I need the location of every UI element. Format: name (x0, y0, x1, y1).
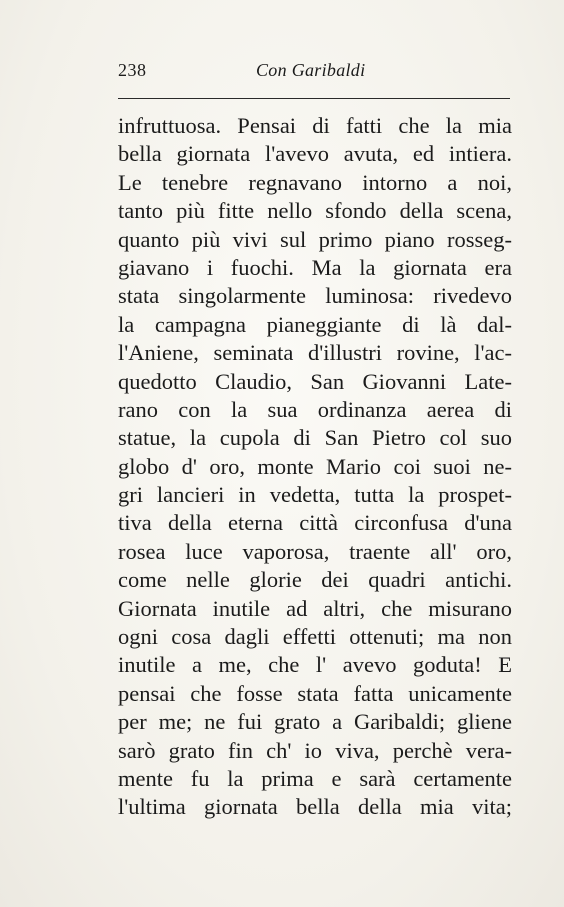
text-line: statue, la cupola di San Pietro col suo (118, 425, 512, 451)
page-header (118, 60, 512, 88)
text-line: inutile a me, che l' avevo goduta! E (118, 652, 512, 678)
text-line: per me; ne fui grato a Garibaldi; gliene (118, 709, 512, 735)
text-line: infruttuosa. Pensai di fatti che la mia (118, 113, 512, 138)
text-line: mente fu la prima e sarà certamente (118, 765, 512, 791)
text-line: giavano i fuochi. Ma la giornata era (118, 254, 512, 280)
text-line: Le tenebre regnavano intorno a noi, (118, 169, 512, 195)
text-line: la campagna pianeggiante di là dal- (118, 311, 512, 337)
text-line: l'Aniene, seminata d'illustri rovine, l'ac- (118, 340, 512, 366)
text-line: l'ultima giornata bella della mia vita; (118, 794, 512, 820)
text-line: tiva della eterna città circonfusa d'una (118, 510, 512, 536)
text-line: rosea luce vaporosa, traente all' oro, (118, 538, 512, 564)
text-line: rano con la sua ordinanza aerea di (118, 396, 512, 422)
text-line: bella giornata l'avevo avuta, ed intiera. (118, 141, 512, 167)
text-line: tanto più fitte nello sfondo della scena, (118, 198, 512, 224)
page-number: 238 (118, 60, 147, 80)
text-line: quedotto Claudio, San Giovanni Late- (118, 368, 512, 394)
text-line: pensai che fosse stata fatta unicamente (118, 680, 512, 706)
text-line: sarò grato fin ch' io viva, perchè vera- (118, 737, 512, 763)
text-line: Giornata inutile ad altri, che misurano (118, 595, 512, 621)
text-line: gri lancieri in vedetta, tutta la prospet- (118, 482, 512, 508)
text-line: ogni cosa dagli effetti ottenuti; ma non (118, 624, 512, 650)
text-line: quanto più vivi sul primo piano rosseg- (118, 226, 512, 252)
text-line: stata singolarmente luminosa: rivedevo (118, 283, 512, 309)
header-rule (118, 98, 510, 99)
text-line: globo d' oro, monte Mario coi suoi ne- (118, 453, 512, 479)
text-line: come nelle glorie dei quadri antichi. (118, 567, 512, 593)
running-title: Con Garibaldi (256, 60, 366, 80)
body-text (118, 112, 512, 822)
